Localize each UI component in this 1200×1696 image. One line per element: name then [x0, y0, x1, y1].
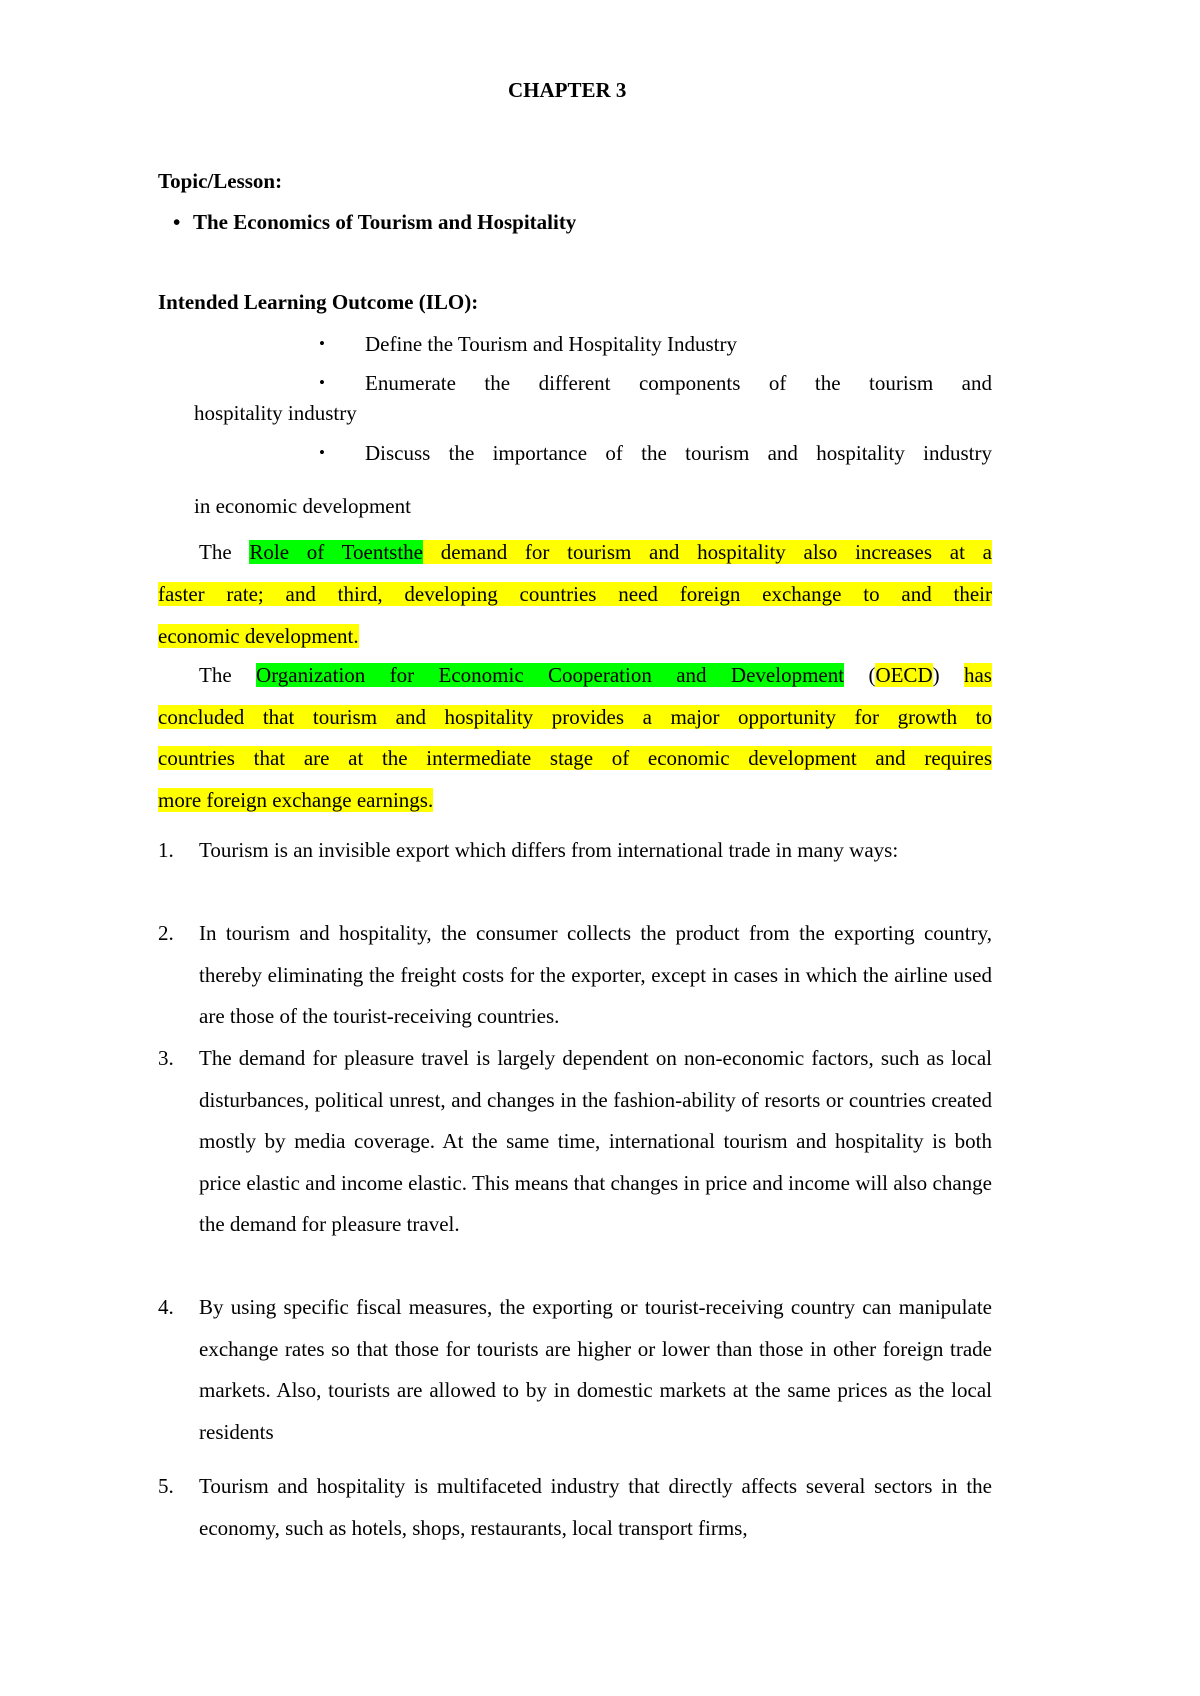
- list-item-5: [158, 1466, 992, 1549]
- chapter-title: CHAPTER 3: [508, 78, 627, 102]
- para2-line-1: The Organization for Economic Cooperation and Development (OECD) has: [199, 663, 992, 687]
- paragraph-role-of-tourism: [158, 531, 992, 657]
- para2-abbr-highlight: OECD: [875, 663, 933, 687]
- ilo-label: Intended Learning Outcome (ILO):: [158, 290, 479, 314]
- list-item-4: [158, 1287, 992, 1453]
- para2-yellow-highlight-1: has: [963, 663, 992, 687]
- ilo-bullet-3: •: [319, 443, 325, 462]
- list-item-2: [158, 913, 992, 1038]
- list-number: 2.: [158, 921, 174, 945]
- para1-line-2: [158, 573, 992, 615]
- ilo-item-2: Enumerate the different components of the tourism and: [365, 371, 992, 395]
- list-text: Tourism is an invisible export which differs from international trade in many ways:: [199, 838, 899, 862]
- list-item-1: [158, 830, 992, 872]
- ilo-item-3-cont: in economic development: [194, 494, 411, 518]
- list-text: Tourism and hospitality is multifaceted industry that directly affects several sectors in the economy, such as hotels, shops, restaurants, local transport firms,: [199, 1474, 992, 1540]
- list-number: 1.: [158, 838, 174, 862]
- list-number: 3.: [158, 1046, 174, 1070]
- paragraph-oecd: [158, 655, 992, 823]
- para2-line-4: [158, 780, 992, 822]
- ilo-item-2-cont: hospitality industry: [194, 401, 357, 425]
- para2-line-2: [158, 697, 992, 739]
- ilo-bullet-2: •: [319, 373, 325, 392]
- para1-yellow-highlight-1: demand for tourism and hospitality also increases at a: [422, 540, 992, 564]
- para1-line-3: [158, 615, 992, 657]
- ilo-item-3: Discuss the importance of the tourism and hospitality industry: [365, 441, 992, 465]
- ilo-item-1: Define the Tourism and Hospitality Industry: [365, 332, 738, 356]
- para1-yellow-highlight-3: economic development.: [158, 624, 359, 648]
- para2-green-highlight: Organization for Economic Cooperation and Development: [256, 663, 845, 687]
- para2-yellow-highlight-3: countries that are at the intermediate stage of economic development and requires: [158, 746, 992, 770]
- list-item-3: [158, 1038, 992, 1246]
- para1-yellow-highlight-2: faster rate; and third, developing countries need foreign exchange to and their: [158, 582, 992, 606]
- para2-yellow-highlight-2: concluded that tourism and hospitality provides a major opportunity for growth to: [158, 704, 992, 729]
- topic-bullet: •: [173, 210, 181, 234]
- para2-line-3: [158, 738, 992, 780]
- list-number: 4.: [158, 1295, 174, 1319]
- para2-yellow-highlight-4: more foreign exchange earnings.: [158, 787, 434, 812]
- list-number: 5.: [158, 1474, 174, 1498]
- list-text: The demand for pleasure travel is largely dependent on non-economic factors, such as local disturbances, political unrest, and changes in the fashion-ability of resorts or countries created mostly by media coverage. At the same time, international tourism and hospitality is both price elastic and income elastic. This means that changes in price and income will also change the demand for pleasure travel.: [199, 1046, 992, 1236]
- topic-item: The Economics of Tourism and Hospitality: [193, 210, 577, 234]
- list-text: In tourism and hospitality, the consumer collects the product from the exporting country, thereby eliminating the freight costs for the exporter, except in cases in which the airline used are those of the tourist-receiving countries.: [199, 921, 992, 1028]
- para1-green-highlight: Role of Toentsthe: [249, 540, 423, 564]
- ilo-bullet-1: •: [319, 334, 325, 353]
- topic-label: Topic/Lesson:: [158, 169, 283, 193]
- list-text: By using specific fiscal measures, the exporting or tourist-receiving country can manipulate exchange rates so that those for tourists are higher or lower than those in other foreign trade markets. Also, tourists are allowed to by in domestic markets at the same prices as the local residents: [199, 1295, 992, 1444]
- para1-line-1: The Role of Toentsthe demand for tourism and hospitality also increases at a: [199, 540, 992, 564]
